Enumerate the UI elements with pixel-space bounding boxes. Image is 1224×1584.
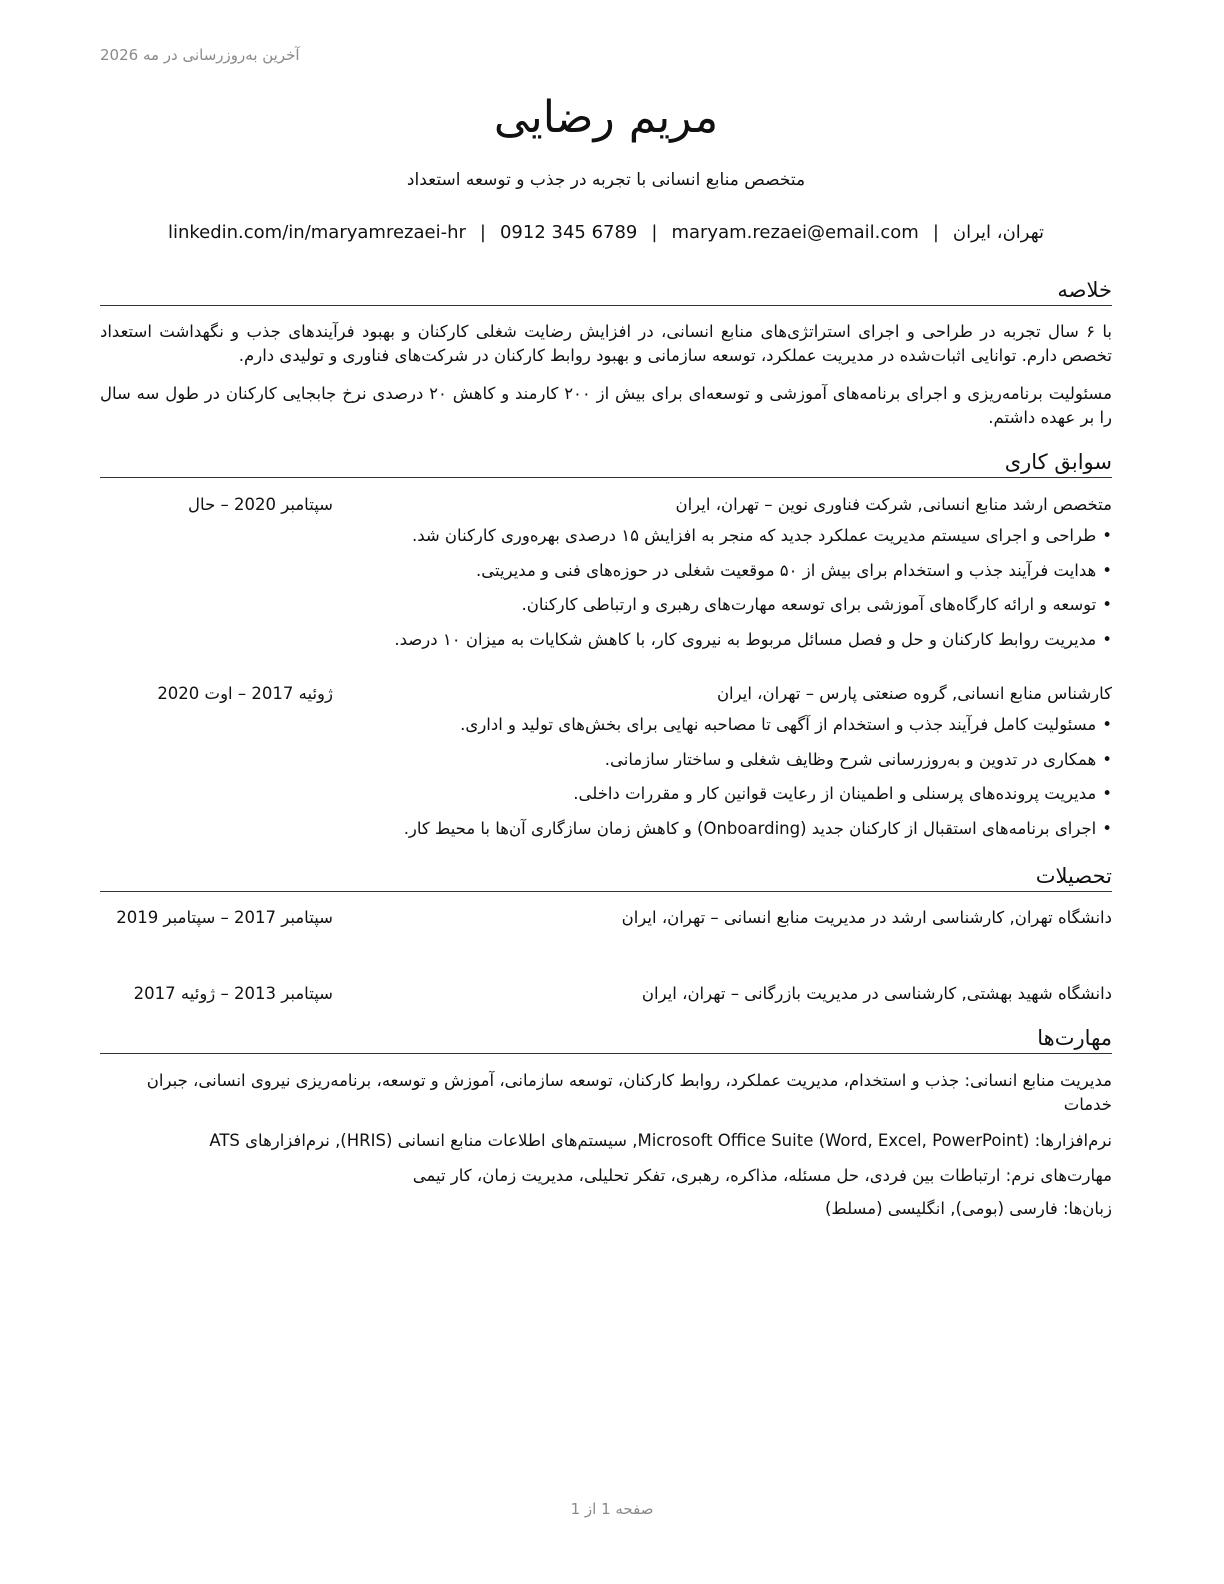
summary-paragraph: با ۶ سال تجربه در طراحی و اجرای استراتژی‌های منابع انسانی، در افزایش رضایت شغلی کارکنان و بهبود فرآیندهای جذب و نگهداشت استعداد تخصص دارم. توانایی اثبات‌شده در مدیریت عملکرد، توسعه سازمانی و بهبود روابط کارکنان در شرکت‌های فناوری و تولیدی دارم.: [100, 322, 1112, 365]
contact-email[interactable]: maryam.rezaei@email.com: [671, 222, 919, 243]
education-date: سپتامبر 2017 – سپتامبر 2019: [116, 908, 333, 927]
skills-line: مدیریت منابع انسانی: جذب و استخدام، مدیریت عملکرد، روابط کارکنان، توسعه سازمانی، آموزش و توسعه، برنامه‌ریزی نیروی انسانی، جبران خدمات: [146, 1071, 1112, 1114]
job-header: [100, 682, 1112, 706]
experience-heading: سوابق کاری: [100, 448, 1112, 478]
bullet-dot-icon: •: [1102, 750, 1112, 769]
education-title: دانشگاه تهران, کارشناسی ارشد در مدیریت منابع انسانی – تهران، ایران: [621, 908, 1112, 927]
job-bullet: •همکاری در تدوین و به‌روزرسانی شرح وظایف شغلی و ساختار سازمانی.: [604, 750, 1112, 769]
contact-linkedin[interactable]: linkedin.com/in/maryamrezaei-hr: [167, 222, 466, 243]
job-bullet: •توسعه و ارائه کارگاه‌های آموزشی برای توسعه مهارت‌های رهبری و ارتباطی کارکنان.: [521, 595, 1112, 614]
candidate-tagline: متخصص منابع انسانی با تجربه در جذب و توسعه استعداد: [406, 170, 806, 190]
job-bullet: •اجرای برنامه‌های استقبال از کارکنان جدید (Onboarding) و کاهش زمان سازگاری آن‌ها با محیط کار.: [403, 819, 1112, 838]
education-title: دانشگاه شهید بهشتی, کارشناسی در مدیریت بازرگانی – تهران، ایران: [641, 984, 1112, 1003]
job-bullet: •طراحی و اجرای سیستم مدیریت عملکرد جدید که منجر به افزایش ۱۵ درصدی بهره‌وری کارکنان شد.: [411, 526, 1112, 545]
bullet-dot-icon: •: [1102, 715, 1112, 734]
contact-separator: |: [932, 222, 939, 243]
skills-line: نرم‌افزارها: Microsoft Office Suite (Word, Excel, PowerPoint), سیستم‌های اطلاعات منابع انسانی (HRIS), نرم‌افزارهای ATS: [209, 1131, 1112, 1150]
page-number: صفحه 1 از 1: [570, 1500, 654, 1518]
bullet-dot-icon: •: [1102, 819, 1112, 838]
skills-heading: مهارت‌ها: [100, 1024, 1112, 1054]
job-bullet: •هدایت فرآیند جذب و استخدام برای بیش از ۵۰ موقعیت شغلی در حوزه‌های فنی و مدیریتی.: [476, 561, 1112, 580]
job-header: [100, 493, 1112, 517]
education-item: [100, 982, 1112, 1006]
job-bullet: •مسئولیت کامل فرآیند جذب و استخدام از آگهی تا مصاحبه نهایی برای بخش‌های تولید و اداری.: [460, 715, 1112, 734]
job-bullet: •مدیریت روابط کارکنان و حل و فصل مسائل مربوط به نیروی کار، با کاهش شکایات به میزان ۱۰ درصد.: [394, 630, 1112, 649]
job-title: کارشناس منابع انسانی, گروه صنعتی پارس – تهران، ایران: [716, 684, 1112, 703]
contact-separator: |: [479, 222, 486, 243]
education-heading: تحصیلات: [100, 862, 1112, 892]
education-item: [100, 906, 1112, 930]
education-date: سپتامبر 2013 – ژوئیه 2017: [133, 984, 333, 1003]
bullet-dot-icon: •: [1102, 630, 1112, 649]
job-title: متخصص ارشد منابع انسانی, شرکت فناوری نوین – تهران، ایران: [675, 495, 1112, 514]
contact-phone[interactable]: 0912 345 6789: [499, 222, 638, 243]
bullet-dot-icon: •: [1102, 561, 1112, 580]
bullet-dot-icon: •: [1102, 784, 1112, 803]
summary-paragraph: مسئولیت برنامه‌ریزی و اجرای برنامه‌های آموزشی و توسعه‌ای برای بیش از ۲۰۰ کارمند و کاهش ۲۰ درصدی نرخ جابجایی کارکنان در طول سه سال را بر عهده داشتم.: [100, 384, 1112, 427]
contact-line: [100, 222, 1112, 243]
resume-page: [100, 0, 1112, 1584]
bullet-dot-icon: •: [1102, 595, 1112, 614]
summary-heading: خلاصه: [100, 276, 1112, 306]
bullet-dot-icon: •: [1102, 526, 1112, 545]
contact-separator: |: [651, 222, 658, 243]
candidate-name: مریم رضایی: [493, 92, 719, 143]
job-date: سپتامبر 2020 – حال: [188, 495, 333, 514]
job-date: ژوئیه 2017 – اوت 2020: [157, 684, 333, 703]
last-updated-note: آخرین به‌روزرسانی در مه 2026: [100, 46, 300, 64]
skills-line: زبان‌ها: فارسی (بومی), انگلیسی (مسلط): [824, 1199, 1112, 1218]
contact-location: تهران، ایران: [952, 222, 1045, 243]
skills-line: مهارت‌های نرم: ارتباطات بین فردی، حل مسئله، مذاکره، رهبری، تفکر تحلیلی، مدیریت زمان، کار تیمی: [412, 1166, 1112, 1185]
job-bullet: •مدیریت پرونده‌های پرسنلی و اطمینان از رعایت قوانین کار و مقررات داخلی.: [573, 784, 1112, 803]
